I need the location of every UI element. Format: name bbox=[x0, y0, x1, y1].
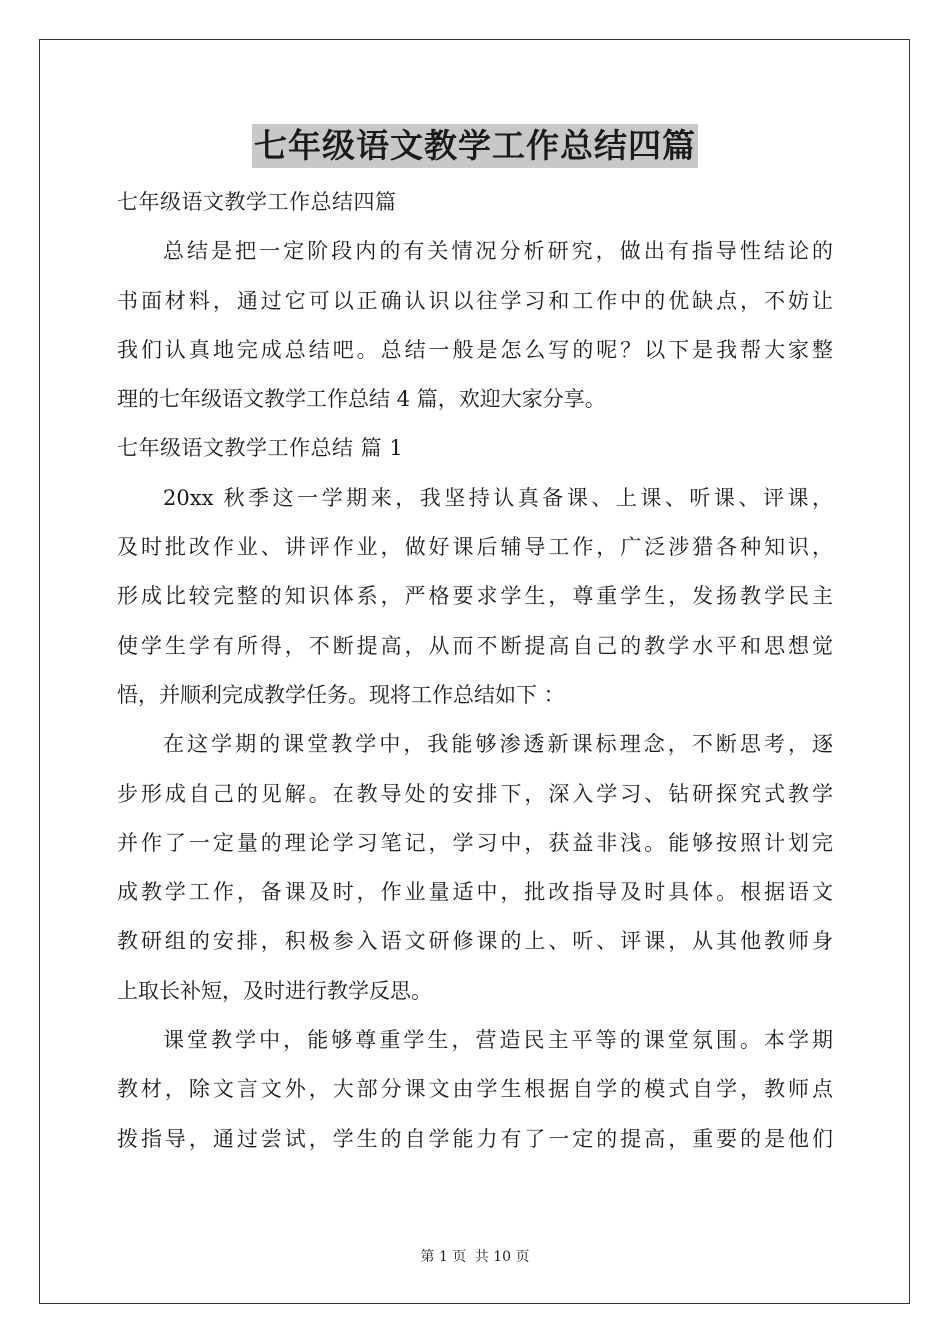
text-line: 在这学期的课堂教学中，我能够渗透新课标理念，不断思考，逐 bbox=[163, 732, 833, 757]
paragraph-1 bbox=[117, 474, 833, 720]
text-line: 总结是把一定阶段内的有关情况分析研究，做出有指导性结论的 bbox=[163, 239, 833, 264]
paragraph-3 bbox=[117, 1016, 833, 1164]
text-line: 上取长补短，及时进行教学反思。 bbox=[117, 978, 432, 1003]
document-subtitle: 七年级语文教学工作总结四篇 bbox=[117, 190, 397, 214]
text-line: 悟，并顺利完成教学任务。现将工作总结如下 ： bbox=[117, 682, 565, 707]
section-heading: 七年级语文教学工作总结 篇 1 bbox=[117, 436, 404, 461]
page-footer bbox=[0, 1246, 950, 1266]
text-line: 书面材料，通过它可以正确认识以往学习和工作中的优缺点，不妨让 bbox=[117, 288, 833, 313]
text-line: 课堂教学中，能够尊重学生，营造民主平等的课堂氛围。本学期 bbox=[163, 1028, 833, 1053]
text-line: 我们认真地完成总结吧。总结一般是怎么写的呢？以下是我帮大家整 bbox=[117, 337, 833, 362]
text-line: 理的七年级语文教学工作总结 4 篇，欢迎大家分享。 bbox=[117, 387, 606, 412]
text-line: 拨指导，通过尝试，学生的自学能力有了一定的提高，重要的是他们 bbox=[117, 1126, 833, 1151]
text-line: 成教学工作，备课及时，作业量适中，批改指导及时具体。根据语文 bbox=[117, 880, 833, 905]
document-body bbox=[117, 178, 833, 1164]
text-line: 20xx 秋季这一学期来，我坚持认真备课、上课、听课、评课， bbox=[163, 485, 833, 510]
document-title: 七年级语文教学工作总结四篇 bbox=[252, 124, 698, 168]
text-line: 教研组的安排，积极参入语文研修课的上、听、评课，从其他教师身 bbox=[117, 929, 833, 954]
page-number-current: 第 1 页 bbox=[420, 1249, 467, 1265]
paragraph-2 bbox=[117, 720, 833, 1016]
intro-paragraph bbox=[117, 227, 833, 424]
text-line: 步形成自己的见解。在教导处的安排下，深入学习、钻研探究式教学 bbox=[117, 781, 833, 806]
title-wrap bbox=[0, 124, 950, 168]
text-line: 形成比较完整的知识体系，严格要求学生，尊重学生，发扬教学民主 bbox=[117, 584, 833, 609]
text-line: 使学生学有所得，不断提高，从而不断提高自己的教学水平和思想觉 bbox=[117, 633, 833, 658]
text-line: 并作了一定量的理论学习笔记，学习中，获益非浅。能够按照计划完 bbox=[117, 830, 833, 855]
page-number-total: 共 10 页 bbox=[474, 1249, 530, 1265]
text-line: 及时批改作业、讲评作业，做好课后辅导工作，广泛涉猎各种知识， bbox=[117, 535, 833, 560]
text-line: 教材，除文言文外，大部分课文由学生根据自学的模式自学，教师点 bbox=[117, 1077, 833, 1102]
